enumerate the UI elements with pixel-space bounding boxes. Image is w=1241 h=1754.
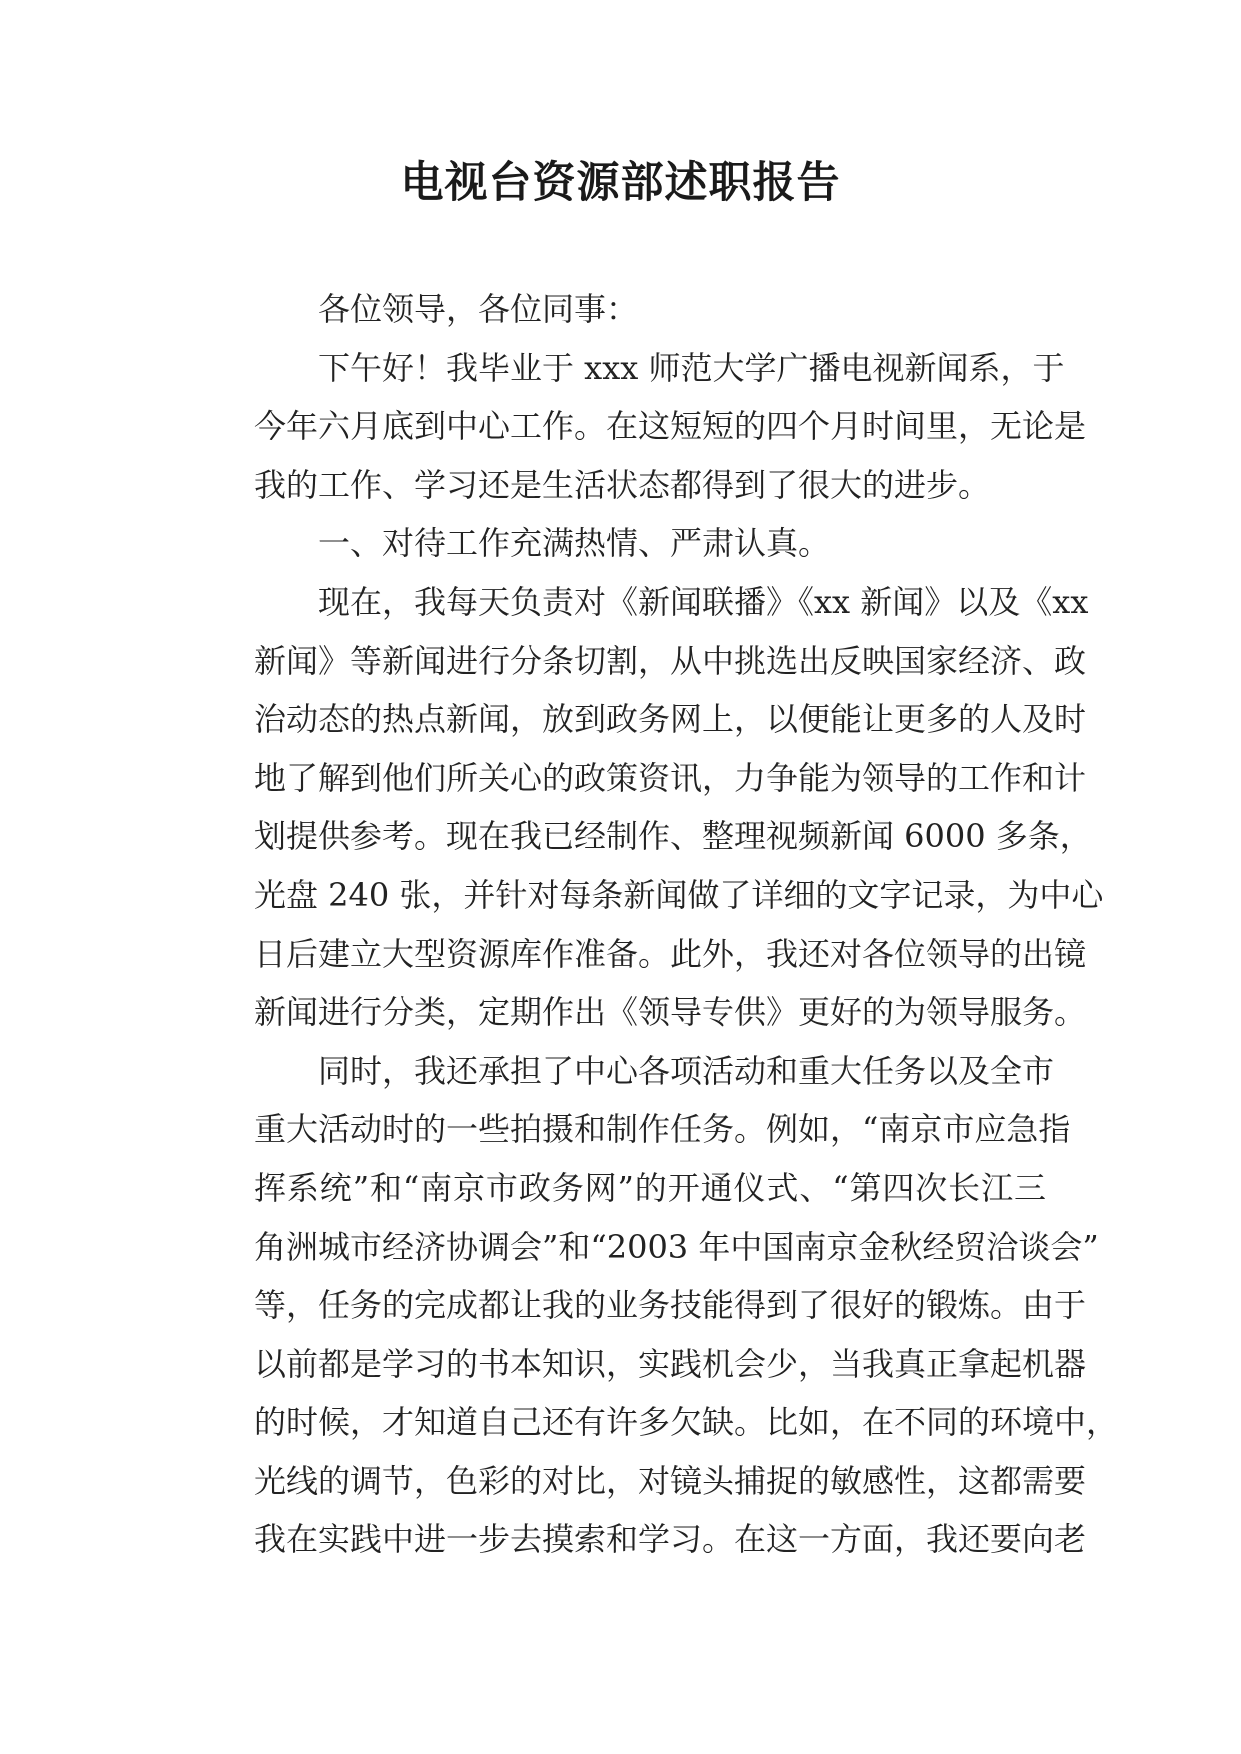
text-line: 划提供参考。现在我已经制作、整理视频新闻 6000 多条， [254,817,1092,856]
text-line: 重大活动时的一些拍摄和制作任务。例如，“南京市应急指 [254,1110,1071,1149]
paragraph-news-work [190,573,1104,1042]
text-line: 新闻》等新闻进行分条切割，从中挑选出反映国家经济、政 [254,641,1087,680]
text-line: 的时候，才知道自己还有许多欠缺。比如，在不同的环境中， [254,1403,1119,1442]
text-line: 日后建立大型资源库作准备。此外，我还对各位领导的出镜 [254,934,1087,973]
text-line: 下午好！我毕业于 xxx 师范大学广播电视新闻系，于 [318,348,1065,387]
paragraph-activities [190,1042,1119,1569]
text-line: 我的工作、学习还是生活状态都得到了很大的进步。 [254,465,991,504]
text-line: 角洲城市经济协调会”和“2003 年中国南京金秋经贸洽谈会” [254,1227,1099,1266]
section-heading: 一、对待工作充满热情、严肃认真。 [318,524,831,563]
text-line: 光盘 240 张，并针对每条新闻做了详细的文字记录，为中心 [254,875,1104,914]
document-body [190,280,1119,1569]
text-line: 同时，我还承担了中心各项活动和重大任务以及全市 [318,1051,1055,1090]
text-line: 光线的调节，色彩的对比，对镜头捕捉的敏感性，这都需要 [254,1461,1087,1500]
text-line: 挥系统”和“南京市政务网”的开通仪式、“第四次长江三 [254,1168,1046,1207]
document-title: 电视台资源部述职报告 [400,158,841,208]
text-line: 我在实践中进一步去摸索和学习。在这一方面，我还要向老 [254,1520,1087,1559]
text-line: 今年六月底到中心工作。在这短短的四个月时间里，无论是 [254,407,1087,446]
text-line: 各位领导，各位同事： [318,290,639,328]
paragraph-heading-one [190,514,1046,573]
text-line: 治动态的热点新闻，放到政务网上，以便能让更多的人及时 [254,700,1087,739]
paragraph-greeting [190,280,1046,339]
text-line: 地了解到他们所关心的政策资讯，力争能为领导的工作和计 [254,758,1087,797]
text-line: 新闻进行分类，定期作出《领导专供》更好的为领导服务。 [254,993,1087,1032]
paragraph-intro [190,339,1087,515]
text-line: 现在，我每天负责对《新闻联播》《xx 新闻》以及《xx [318,582,1089,621]
text-line: 以前都是学习的书本知识，实践机会少，当我真正拿起机器 [254,1344,1087,1383]
text-line: 等，任务的完成都让我的业务技能得到了很好的锻炼。由于 [254,1286,1087,1325]
